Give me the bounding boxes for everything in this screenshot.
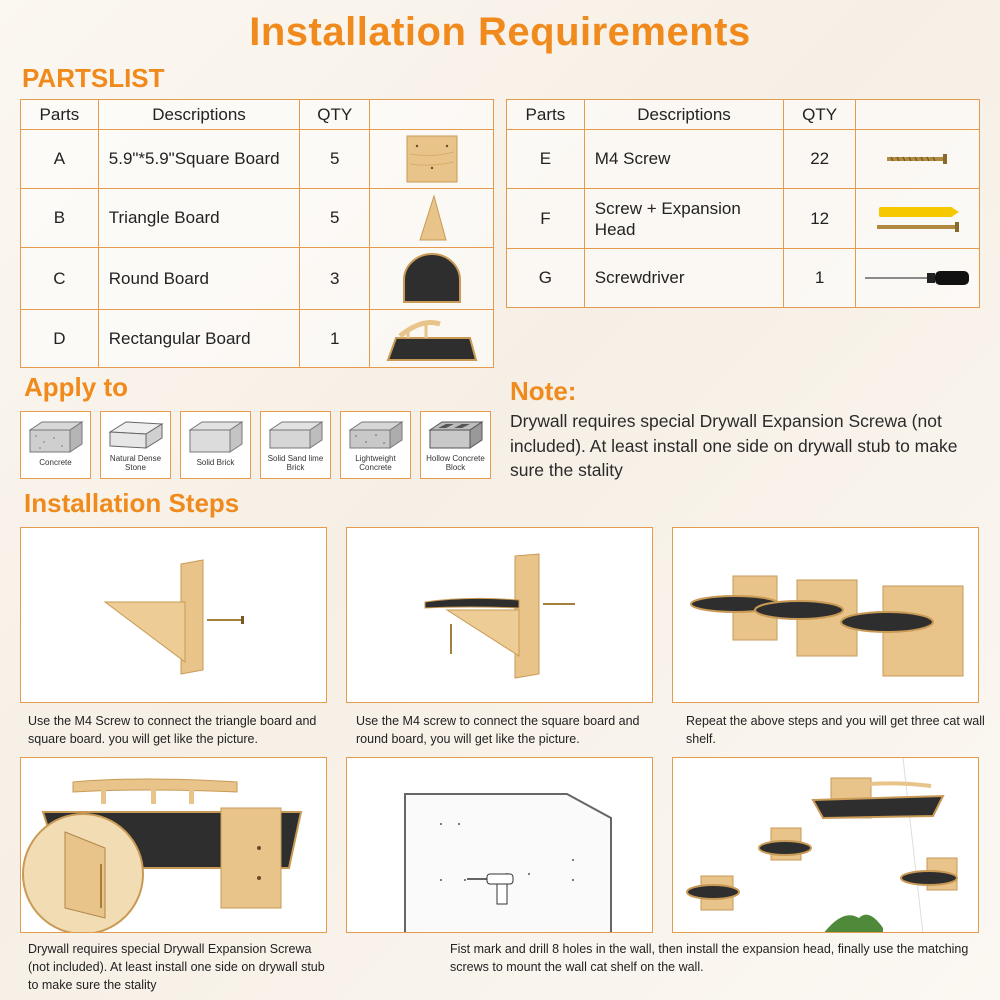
part-qty: 12: [784, 189, 856, 249]
m4-screw-image: [856, 130, 980, 189]
header-parts: Parts: [507, 100, 585, 130]
part-letter: G: [507, 249, 585, 308]
part-description: Triangle Board: [98, 189, 300, 248]
note-text: Drywall requires special Drywall Expansion Screwa (not included). At least install one side on drywall stub to make sure the stality: [510, 411, 958, 480]
apply-to-heading: Apply to: [24, 372, 128, 402]
material-label: Hollow Concrete Block: [426, 454, 485, 472]
table-row: [21, 130, 494, 189]
material-concrete: [20, 411, 91, 479]
sand-brick-icon: [266, 418, 326, 452]
material-sand-lime-brick: [260, 411, 331, 479]
stone-block-icon: [106, 418, 166, 452]
screwdriver-image: [856, 249, 980, 308]
table-row: [507, 189, 980, 249]
header-descriptions: Descriptions: [584, 100, 783, 130]
part-letter: D: [21, 310, 99, 368]
material-label: Natural Dense Stone: [109, 454, 162, 472]
step-1-image: [20, 527, 327, 703]
header-descriptions: Descriptions: [98, 100, 300, 130]
material-label: Solid Brick: [196, 458, 235, 467]
part-letter: F: [507, 189, 585, 249]
table-header-row: [507, 100, 980, 130]
material-lightweight-concrete: [340, 411, 411, 479]
part-qty: 1: [300, 310, 370, 368]
table-row: [507, 130, 980, 189]
table-row: [21, 189, 494, 248]
step-2-image: [346, 527, 653, 703]
page-title: Installation Requirements: [249, 10, 751, 54]
material-label: Concrete: [39, 458, 72, 467]
note-heading: Note:: [510, 376, 577, 406]
step-5-text: Fist mark and drill 8 holes in the wall, then install the expansion head, finally use the matching screws to mount the wall cat shelf on the wall.: [450, 942, 969, 974]
part-qty: 22: [784, 130, 856, 189]
square-board-image: [370, 130, 494, 189]
part-description: Screwdriver: [584, 249, 783, 308]
material-hollow-block: [420, 411, 491, 479]
part-letter: C: [21, 248, 99, 310]
material-label: Lightweight Concrete: [355, 454, 396, 472]
step-6-image: [672, 757, 979, 933]
part-letter: A: [21, 130, 99, 189]
part-description: Round Board: [98, 248, 300, 310]
hollow-block-icon: [426, 418, 486, 452]
part-qty: 3: [300, 248, 370, 310]
step-4-image: [20, 757, 327, 933]
concrete-block-icon: [26, 418, 86, 456]
header-qty: QTY: [300, 100, 370, 130]
installation-heading: Installation Steps: [24, 488, 240, 518]
header-image: [370, 100, 494, 130]
rectangular-board-image: [370, 310, 494, 368]
part-qty: 5: [300, 130, 370, 189]
part-qty: 5: [300, 189, 370, 248]
part-letter: E: [507, 130, 585, 189]
step-4-text: Drywall requires special Drywall Expansion Screwa (not included). At least install one side on drywall stub to make sure the stality: [28, 942, 325, 992]
brick-icon: [186, 418, 246, 456]
step-1-text: Use the M4 Screw to connect the triangle board and square board. you will get like the picture.: [28, 714, 317, 746]
part-qty: 1: [784, 249, 856, 308]
lightweight-concrete-icon: [346, 418, 406, 452]
part-description: Rectangular Board: [98, 310, 300, 368]
part-description: Screw + Expansion Head: [584, 189, 783, 249]
table-row: [21, 248, 494, 310]
material-label: Solid Sand lime Brick: [267, 454, 324, 472]
table-row: [21, 310, 494, 368]
part-description: M4 Screw: [584, 130, 783, 189]
expansion-screw-image: [856, 189, 980, 249]
round-board-image: [370, 248, 494, 310]
part-description: 5.9"*5.9"Square Board: [98, 130, 300, 189]
parts-table-right: [506, 99, 980, 308]
step-3-text: Repeat the above steps and you will get three cat wall shelf.: [686, 714, 985, 746]
header-image: [856, 100, 980, 130]
material-natural-stone: [100, 411, 171, 479]
header-parts: Parts: [21, 100, 99, 130]
triangle-board-image: [370, 189, 494, 248]
parts-table-left: [20, 99, 494, 368]
step-2-text: Use the M4 screw to connect the square board and round board, you will get like the picture.: [356, 714, 640, 746]
part-letter: B: [21, 189, 99, 248]
material-solid-brick: [180, 411, 251, 479]
header-qty: QTY: [784, 100, 856, 130]
step-3-image: [672, 527, 979, 703]
step-5-image: [346, 757, 653, 933]
partslist-heading: PARTSLIST: [22, 63, 165, 93]
table-row: [507, 249, 980, 308]
table-header-row: [21, 100, 494, 130]
